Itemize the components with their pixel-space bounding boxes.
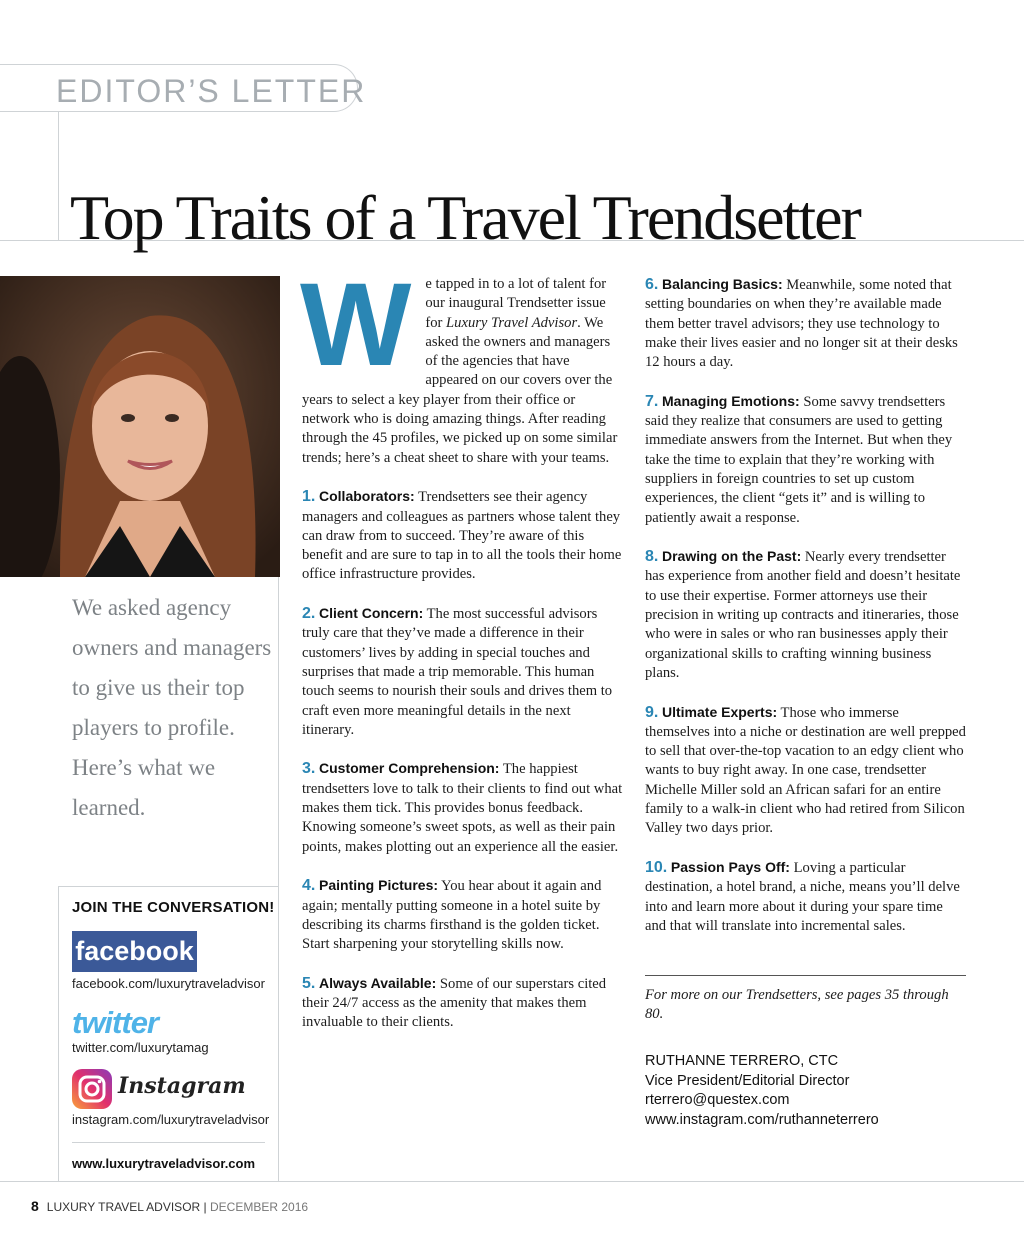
trait-title: Ultimate Experts: <box>662 703 778 720</box>
bottom-rule <box>0 1181 1024 1182</box>
trait-text: Those who immerse themselves into a niche or destination are well prepped to sell that over-the-top vacation to an edgy client who wants to buy right away. In one case, trendsetter Michelle Miller sold an African safari for an entire family to a walk-in client who had retired from Silicon Valley two days prior. <box>645 704 966 837</box>
instagram-link[interactable]: instagram.com/luxurytraveladvisor <box>72 1112 270 1127</box>
trait-text: You hear about it again and again; mentally putting someone in a hotel suite by describing its charms firsthand is the golden ticket. Start sharpening your storytelling skills now. <box>302 878 602 953</box>
trait-text: Trendsetters see their agency managers and colleagues as partners whose talent they can draw from to succeed. They’re aware of this benefit and are sure to tap in to all the tools their home office infrastructure provides. <box>302 489 622 583</box>
trait-item <box>302 487 624 584</box>
sidebar-rule <box>278 577 279 1181</box>
twitter-logo-icon[interactable]: twitter <box>72 1005 158 1040</box>
trait-text: The most successful advisors truly care that they’ve made a difference in their customers’ lives by adding in special touches and surprises that made a trip memorable. This human touch seems to nourish their souls and drives them to craft even more meaningful details in the next itinerary. <box>302 606 613 738</box>
editor-photo <box>0 276 280 577</box>
editor-portrait-image <box>0 276 280 577</box>
page-title: Top Traits of a Travel Trendsetter <box>70 182 860 253</box>
website-link[interactable]: www.luxurytraveladvisor.com <box>72 1156 256 1171</box>
facebook-logo-icon[interactable]: facebook <box>72 931 197 972</box>
signature-title: Vice President/Editorial Director <box>645 1072 850 1089</box>
left-rule <box>58 112 59 240</box>
signature-block <box>645 1052 879 1130</box>
trait-title: Managing Emotions: <box>662 392 800 409</box>
trait-item <box>645 392 967 528</box>
trait-number: 8. <box>645 548 659 566</box>
intro-text: e tapped in to a lot of talent for our inaugural Trendsetter issue for <box>425 276 607 331</box>
trait-text: The happiest trendsetters love to talk to their clients to find out what makes them tick. This provides bonus feedback. Knowing someone’s sweet spots, as well as their pain points, makes plotting out an experience all the easier. <box>302 761 623 855</box>
trait-number: 6. <box>645 276 659 293</box>
trait-item <box>645 858 967 936</box>
page-footer <box>31 1198 308 1214</box>
trait-item <box>645 703 967 839</box>
trait-title: Drawing on the Past: <box>662 548 802 565</box>
pull-quote: We asked agency owners and managers to give us their top players to profile. Here’s what we learned. <box>72 595 272 820</box>
social-divider <box>72 1142 265 1143</box>
trait-number: 3. <box>302 760 316 778</box>
trait-title: Client Concern: <box>319 605 424 622</box>
page-number: 8 <box>31 1198 39 1214</box>
trait-item <box>302 759 624 856</box>
trait-item <box>645 547 967 683</box>
drop-cap: W <box>300 259 412 391</box>
trait-number: 1. <box>302 488 316 506</box>
trait-title: Customer Comprehension: <box>319 760 500 777</box>
section-label: EDITOR’S LETTER <box>56 73 367 109</box>
more-pages-text: For more on our Trendsetters, see pages 35 through 80. <box>645 987 949 1023</box>
trait-title: Passion Pays Off: <box>670 858 790 875</box>
twitter-link[interactable]: twitter.com/luxurytamag <box>72 1040 209 1055</box>
trait-item <box>645 275 967 372</box>
trait-number: 9. <box>645 703 659 721</box>
trait-item <box>302 876 624 954</box>
signature-email[interactable]: rterrero@questex.com <box>645 1092 790 1108</box>
footer-separator: | <box>203 1200 207 1214</box>
social-top-rule <box>58 886 278 887</box>
intro-text-after: . We asked the owners and managers of the agencies that have appeared on our covers over the years to select a key player from their office or network who is doing amazing things. After reading through the 45 profiles, we picked up on some similar trends; here’s a cheat sheet to share with your teams. <box>302 314 618 466</box>
column-1 <box>300 259 624 1052</box>
more-pages-note <box>645 986 967 1025</box>
column-2 <box>645 275 967 955</box>
intro-italic: Luxury Travel Advisor <box>446 314 578 331</box>
publication-name: LUXURY TRAVEL ADVISOR <box>46 1200 201 1214</box>
more-pages-rule <box>645 975 966 976</box>
trait-title: Painting Pictures: <box>319 877 439 894</box>
signature-instagram[interactable]: www.instagram.com/ruthanneterrero <box>645 1111 879 1128</box>
instagram-wordmark: Instagram <box>118 1073 246 1099</box>
trait-number: 2. <box>302 605 316 623</box>
facebook-link[interactable]: facebook.com/luxurytraveladvisor <box>72 976 265 991</box>
social-left-rule <box>58 886 59 1182</box>
instagram-glyph-icon <box>72 1069 112 1109</box>
issue-date: DECEMBER 2016 <box>210 1200 309 1214</box>
trait-text: Some of our superstars cited their 24/7 access as the amenity that makes them invaluable to their clients. <box>302 975 607 1031</box>
trait-number: 5. <box>302 974 316 992</box>
trait-text: Nearly every trendsetter has experience from another field and doesn’t hesitate to use their expertise. Former attorneys use their precision in writing up contracts and itineraries, those who were in sales or who ran businesses apply their organizational skills to crafting winning business plans. <box>645 549 961 681</box>
trait-title: Balancing Basics: <box>662 276 783 292</box>
trait-title: Always Available: <box>319 974 437 991</box>
trait-item <box>302 974 624 1033</box>
signature-name: RUTHANNE TERRERO, CTC <box>645 1053 839 1069</box>
trait-number: 10. <box>645 858 668 876</box>
social-heading: JOIN THE CONVERSATION! <box>72 899 275 916</box>
instagram-icon[interactable] <box>72 1069 112 1109</box>
intro-paragraph <box>300 259 624 468</box>
trait-number: 4. <box>302 877 316 895</box>
trait-text: Meanwhile, some noted that setting boundaries on when they’re available made them better travel advisors; they use technology to make their lives easier and no longer sit at their desks 12 hours a day. <box>645 277 958 371</box>
trait-text: Loving a particular destination, a hotel brand, a niche, means you’ll delve into and learn more about it during your spare time and that will translate into incremental sales. <box>645 859 960 934</box>
trait-item <box>302 604 624 740</box>
trait-text: Some savvy trendsetters said they realize that consumers are used to getting immediate answers from the Internet. But when they take the time to explain that they’re working with suppliers in foreign countries to set up custom experiences, the client “gets it” and is willing to patiently await a response. <box>645 393 953 526</box>
trait-number: 7. <box>645 392 659 410</box>
trait-title: Collaborators: <box>319 488 415 505</box>
